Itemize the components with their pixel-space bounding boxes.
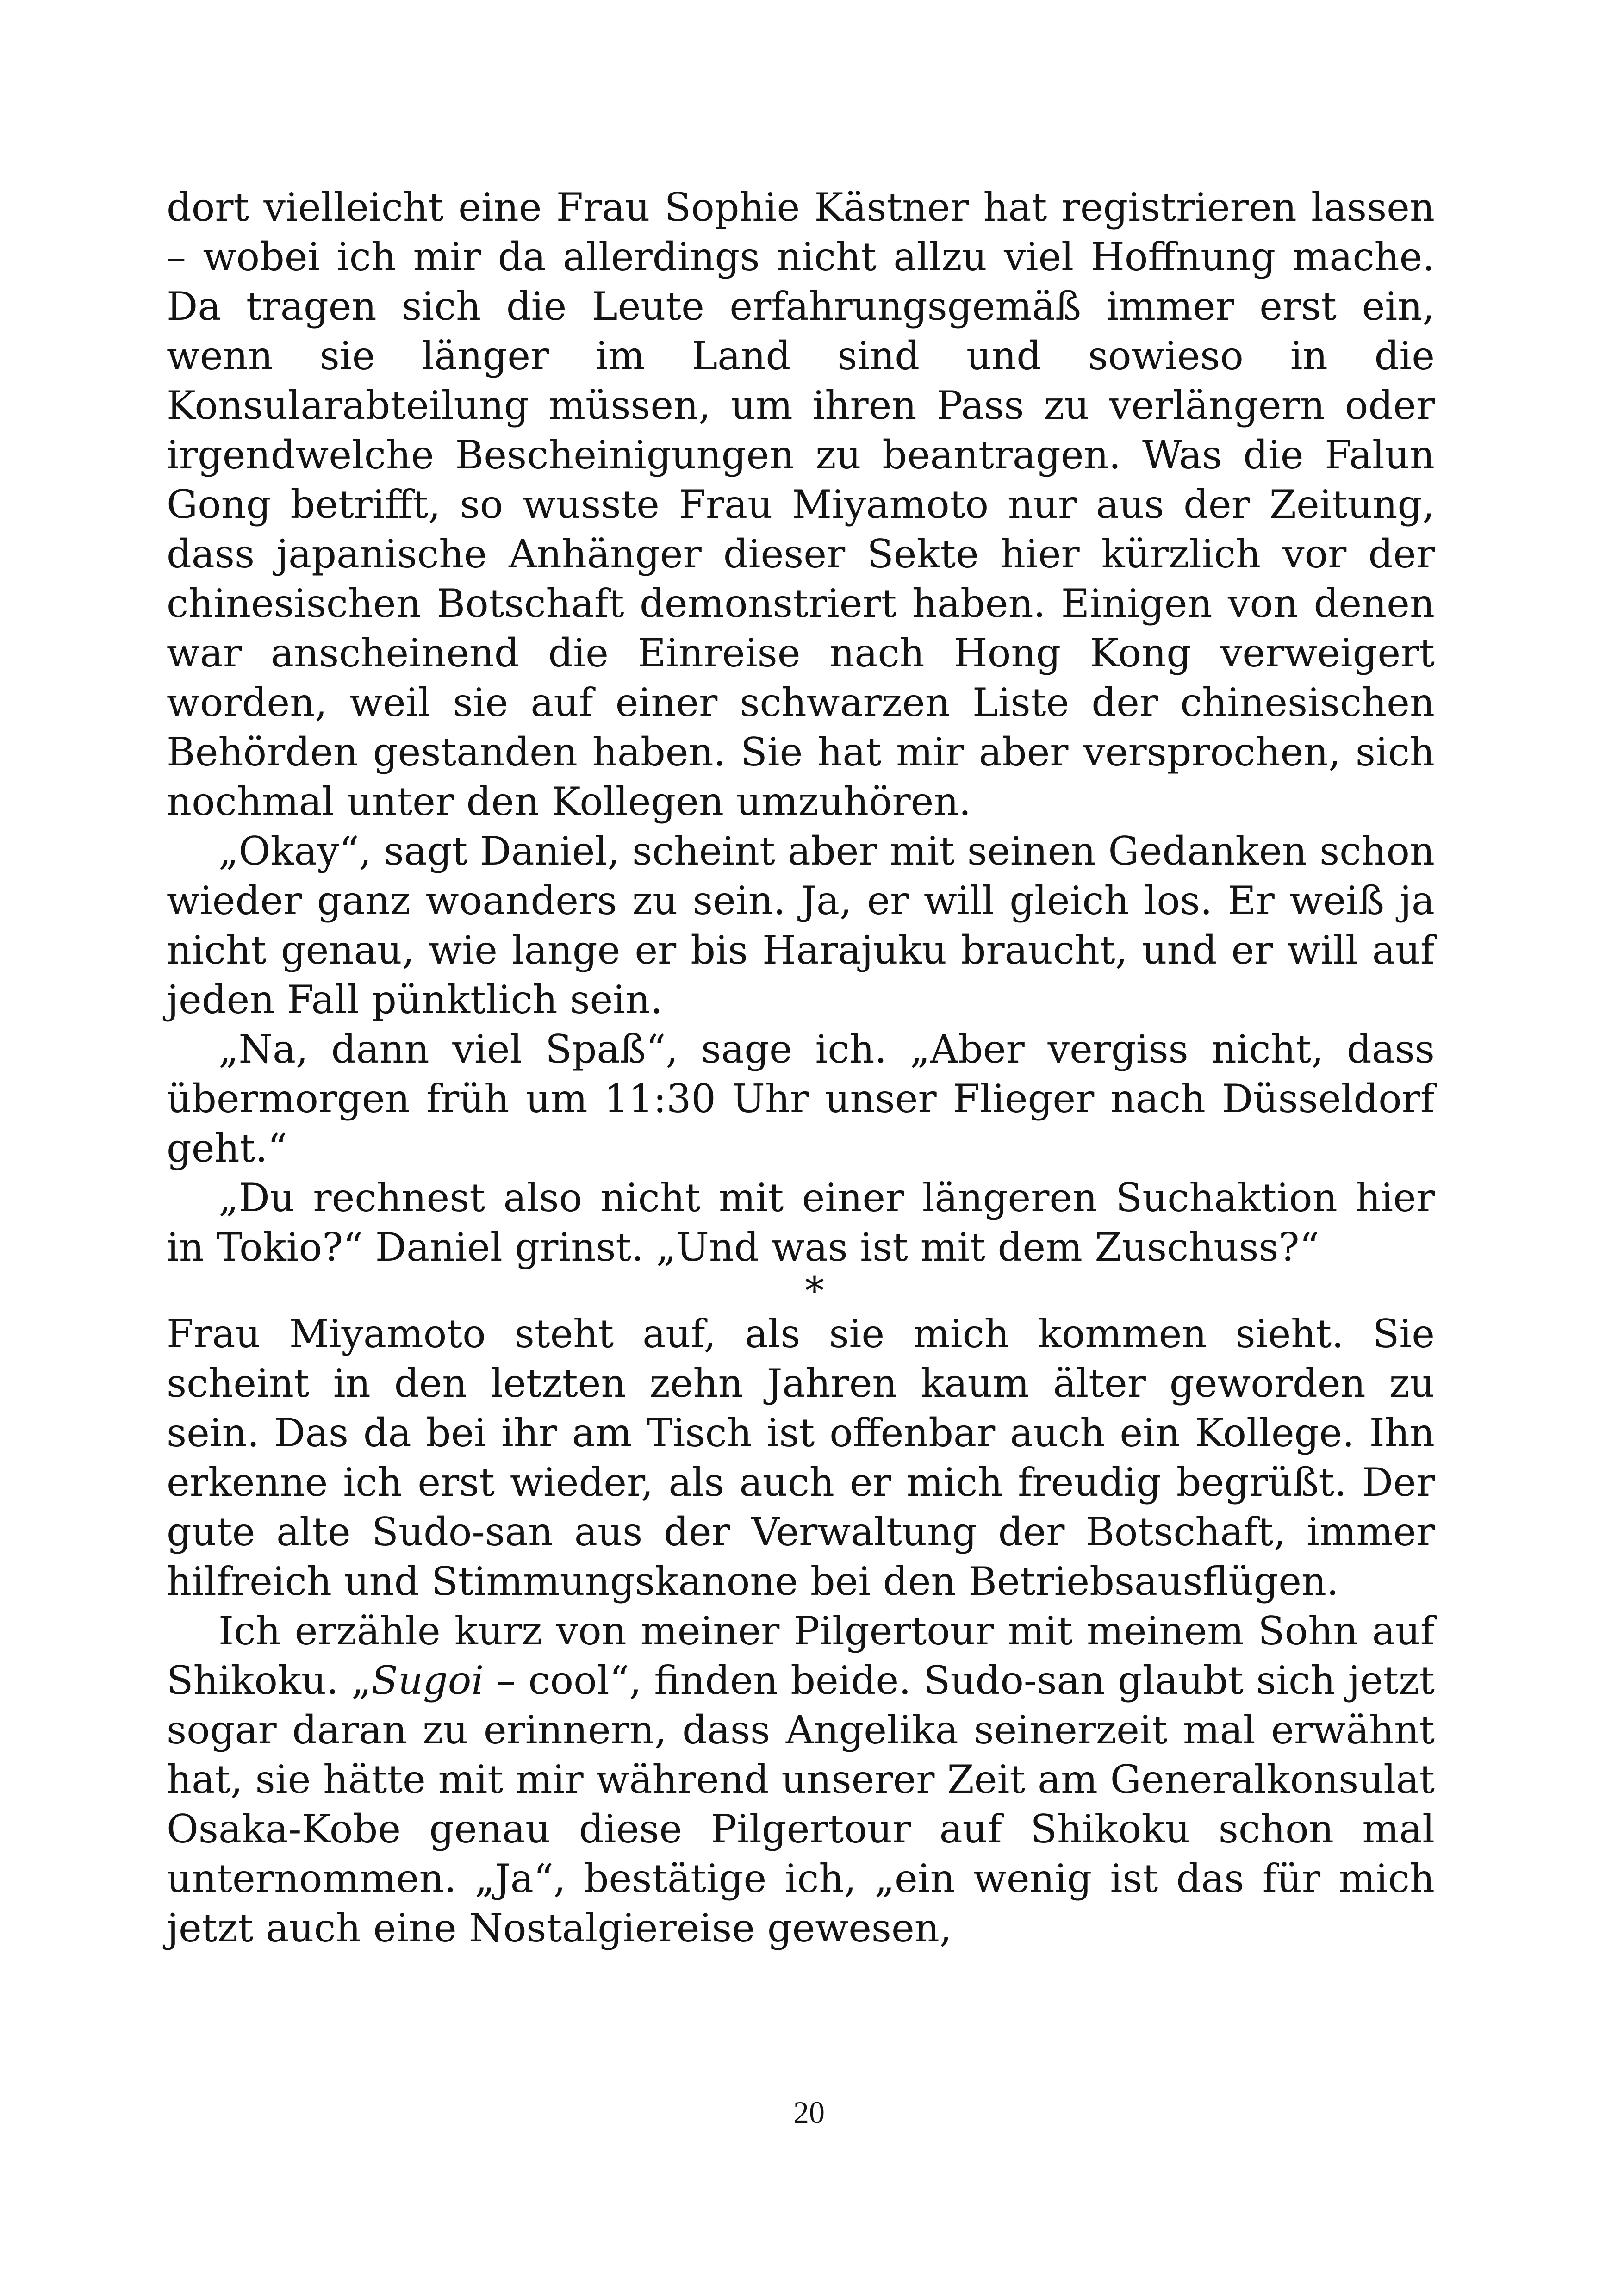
paragraph — [167, 183, 1435, 827]
paragraph — [167, 1309, 1435, 1606]
section-separator: * — [805, 1268, 824, 1313]
paragraph-text: „Du rechnest also nicht mit einer längeren Suchaktion hier in Tokio?“ Daniel grinst. „Und was ist mit dem Zuschuss?“ — [167, 1175, 1435, 1270]
paragraph-text: Frau Miyamoto steht auf, als sie mich kommen sieht. Sie scheint in den letzten zehn Jahren kaum älter geworden zu sein. Das da bei ihr am Tisch ist offenbar auch ein Kollege. Ihn erkenne ich erst wieder, als auch er mich freudig begrüßt. Der gute alte Sudo-san aus der Verwaltung der Botschaft, immer hilfreich und Stimmungskanone bei den Betriebsausflügen. — [167, 1311, 1435, 1604]
body-text — [167, 183, 1435, 1953]
paragraph — [167, 1173, 1435, 1272]
italic-word: Sugoi — [371, 1658, 484, 1703]
paragraph — [167, 1025, 1435, 1173]
paragraph-text: dort vielleicht eine Frau Sophie Kästner hat registrieren lassen – wobei ich mir da allerdings nicht allzu viel Hoffnung mache. Da tragen sich die Leute erfahrungsgemäß immer erst ein, wenn sie länger im Land sind und sowieso in die Konsularabteilung müssen, um ihren Pass zu verlängern oder irgendwelche Bescheinigungen zu beantragen. Was die Falun Gong betrifft, so wusste Frau Miyamoto nur aus der Zeitung, dass japanische Anhänger dieser Sekte hier kürzlich vor der chinesischen Botschaft demonstriert haben. Einigen von denen war anscheinend die Einreise nach Hong Kong verweigert worden, weil sie auf einer schwarzen Liste der chinesischen Behörden gestanden haben. Sie hat mir aber versprochen, sich nochmal unter den Kollegen umzuhören. — [167, 185, 1435, 824]
paragraph-text: – cool“, finden beide. Sudo-san glaubt sich jetzt sogar daran zu erinnern, dass Angelika seinerzeit mal erwähnt hat, sie hätte mit mir während unserer Zeit am Generalkonsulat Osaka-Kobe genau diese Pilgertour auf Shikoku schon mal unternommen. „Ja“, bestätige ich, „ein wenig ist das für mich jetzt auch eine Nostalgiereise gewesen, — [167, 1658, 1435, 1951]
paragraph-text: „Okay“, sagt Daniel, scheint aber mit seinen Gedanken schon wieder ganz woanders zu sein. Ja, er will gleich los. Er weiß ja nicht genau, wie lange er bis Harajuku braucht, und er will auf jeden Fall pünktlich sein. — [167, 828, 1435, 1022]
paragraph-text: Ich erzähle kurz von meiner Pilgertour mit meinem Sohn auf Shikoku. „ — [167, 1608, 1435, 1703]
paragraph — [167, 1606, 1435, 1953]
page-number: 20 — [793, 2095, 825, 2130]
paragraph-text: „Na, dann viel Spaß“, sage ich. „Aber vergiss nicht, dass übermorgen früh um 11:30 Uhr unser Flieger nach Düsseldorf geht.“ — [167, 1027, 1435, 1171]
paragraph — [167, 827, 1435, 1025]
